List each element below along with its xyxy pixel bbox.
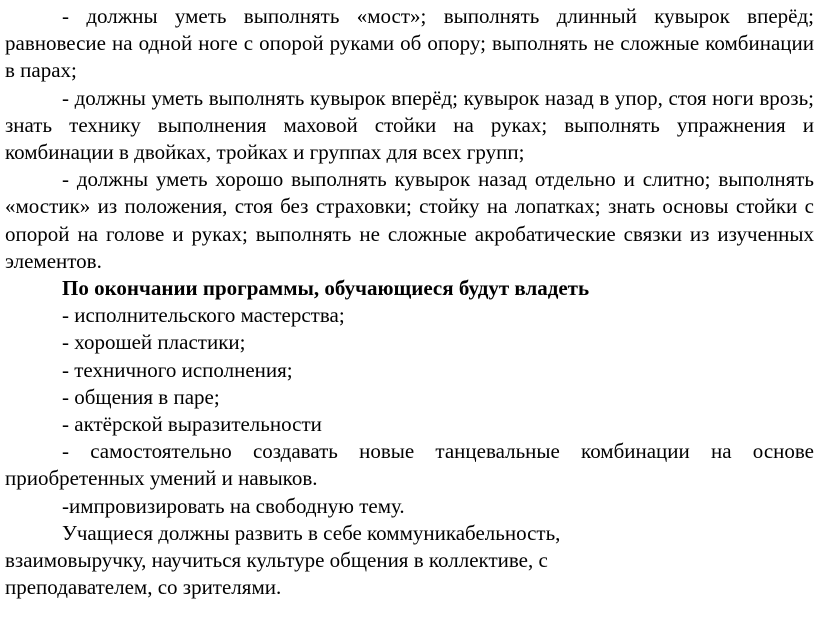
document-page [5, 3, 814, 601]
paragraph-bridge-skills: - должны уметь выполнять «мост»; выполнять длинный кувырок вперёд; равновесие на одной ноге с опорой руками об опору; выполнять не сложные комбинации в парах; [5, 4, 814, 83]
paragraph-advanced-skills: - должны уметь хорошо выполнять кувырок назад отдельно и слитно; выполнять «мостик» из положения, стоя без страховки; стойку на лопатках; знать основы стойки с опорой на голове и руках; выполнять не сложные акробатические связки из изученных элементов. [5, 167, 814, 273]
paragraph-create-combinations: - самостоятельно создавать новые танцевальные комбинации на основе приобретенных умений и навыков. [5, 439, 814, 491]
closing-line: взаимовыручку, научиться культуре общения в коллективе, с [5, 548, 548, 573]
list-item: - общения в паре; [62, 384, 220, 409]
closing-line: Учащиеся должны развить в себе коммуникабельность, [62, 520, 561, 545]
list-item: - техничного исполнения; [62, 357, 293, 382]
list-item: - хорошей пластики; [62, 330, 246, 355]
list-item: - исполнительского мастерства; [62, 303, 345, 328]
paragraph-roll-skills: - должны уметь выполнять кувырок вперёд; кувырок назад в упор, стоя ноги врозь; знать технику выполнения маховой стойки на руках; выполнять упражнения и комбинации в двойках, тройках и группах для всех групп; [5, 85, 814, 165]
paragraph-improvise: -импровизировать на свободную тему. [62, 493, 405, 518]
section-heading: По окончании программы, обучающиеся будут владеть [62, 276, 590, 301]
closing-line: преподавателем, со зрителями. [5, 575, 282, 600]
list-item: - актёрской выразительности [62, 412, 322, 437]
